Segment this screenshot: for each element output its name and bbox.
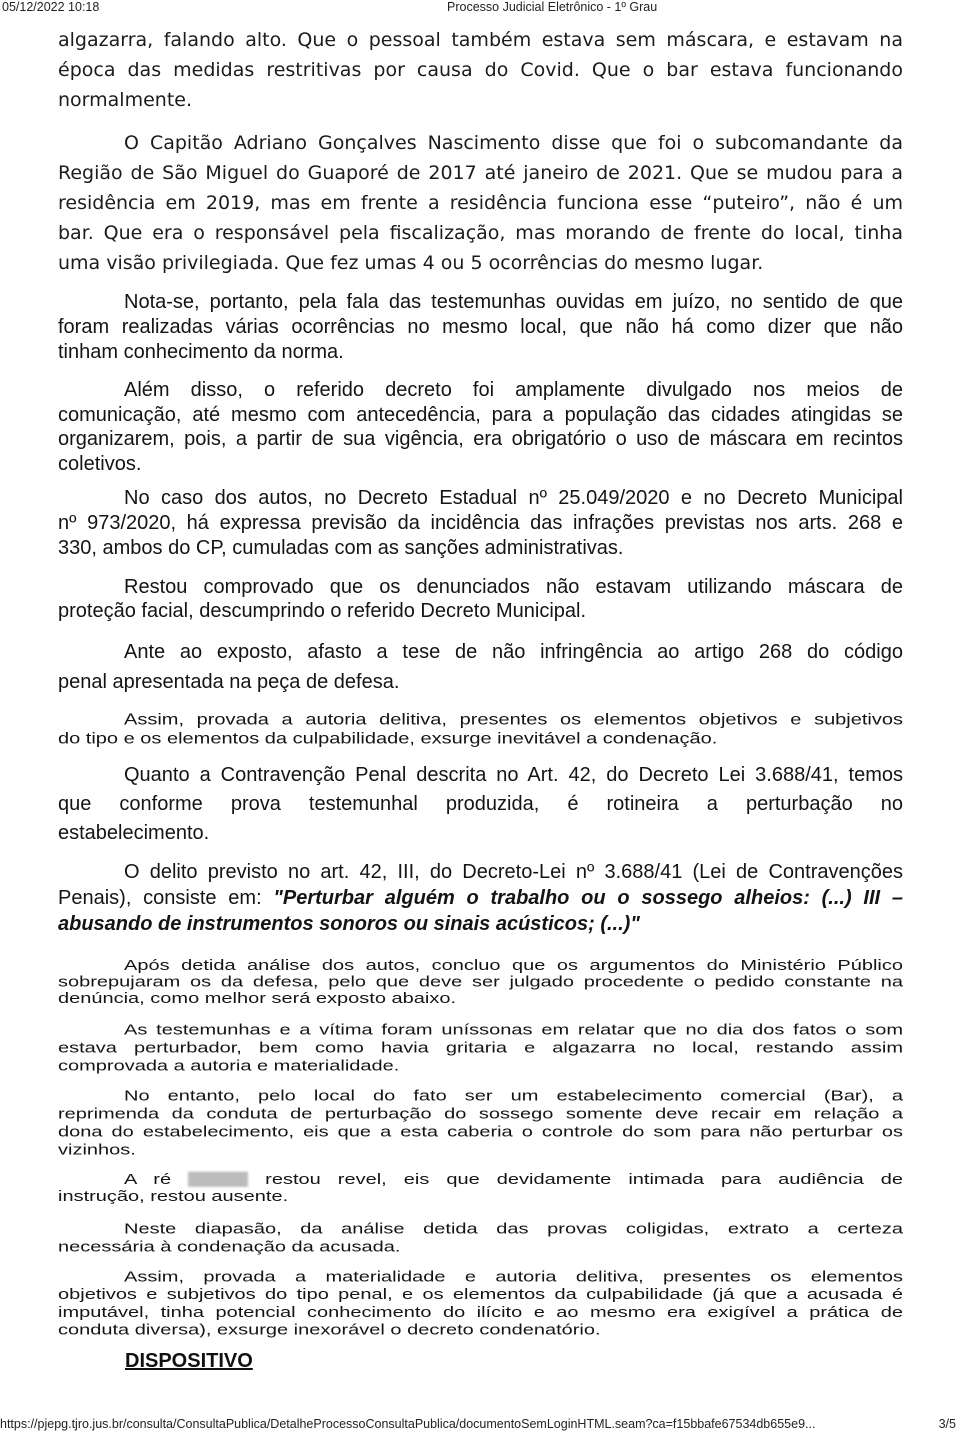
text-line: organizarem, pois, a partir de sua vigência, era obrigatório o uso de máscara em recintos xyxy=(58,428,903,450)
text-line: proteção facial, descumprindo o referido Decreto Municipal. xyxy=(58,600,587,622)
text-line: reprimenda da conduta de perturbação do sossego somente deve recair em relação a xyxy=(58,1105,903,1123)
text-line: No entanto, pelo local do fato ser um estabelecimento comercial (Bar), a xyxy=(124,1087,903,1105)
text-line: dona do estabelecimento, eis que a esta caberia o controle do som para não perturbar os xyxy=(58,1123,903,1141)
print-datetime: 05/12/2022 10:18 xyxy=(2,0,100,14)
text-line: Região de São Miguel do Guaporé de 2017 até janeiro de 2021. Que se mudou para a xyxy=(58,162,903,184)
text-line: comprovada a autoria e materialidade. xyxy=(58,1057,400,1075)
text-line: foram realizadas várias ocorrências no mesmo local, que não há como dizer que não xyxy=(58,316,903,338)
witness-paragraph xyxy=(58,1021,903,1075)
section-heading-dispositivo: DISPOSITIVO xyxy=(125,1350,253,1372)
quoted-law-text: abusando de instrumentos sonoros ou sinais acústicos; (...)" xyxy=(58,913,640,935)
certainty-paragraph xyxy=(58,1220,903,1256)
text-line: normalmente. xyxy=(58,89,192,111)
print-header-title: Processo Judicial Eletrônico - 1º Grau xyxy=(447,0,658,14)
text-line: instrução, restou ausente. xyxy=(58,1189,289,1205)
text-line: Neste diapasão, da análise detida das provas coligidas, extrato a certeza xyxy=(124,1220,903,1238)
text-line: tinham conhecimento da norma. xyxy=(58,341,344,363)
text-line: época das medidas restritivas por causa do Covid. Que o bar estava funcionando xyxy=(58,59,903,81)
text-line: Assim, provada a autoria delitiva, presentes os elementos objetivos e subjetivos xyxy=(124,710,903,729)
text-line: algazarra, falando alto. Que o pessoal também estava sem máscara, e estavam na xyxy=(58,29,903,51)
text-line: objetivos e subjetivos do tipo penal, e os elementos da culpabilidade (já que a acusada é xyxy=(58,1286,903,1303)
text-line: 330, ambos do CP, cumuladas com as sanções administrativas. xyxy=(58,537,624,559)
text-line xyxy=(58,1171,903,1188)
text-line: residência em 2019, mas em frente a residência funciona esse “puteiro”, não é um xyxy=(58,192,903,214)
text-line: denúncia, como melhor será exposto abaixo. xyxy=(58,990,457,1007)
text-line: As testemunhas e a vítima foram uníssonas em relatar que no dia dos fatos o som xyxy=(124,1021,903,1039)
text-line: estabelecimento. xyxy=(58,822,210,844)
analysis-paragraph xyxy=(58,957,903,1007)
text-line: do tipo e os elementos da culpabilidade, exsurge inevitável a condenação. xyxy=(58,730,718,748)
redacted-name xyxy=(188,1172,248,1187)
text-line: necessária à condenação da acusada. xyxy=(58,1238,401,1256)
page-number: 3/5 xyxy=(938,1417,956,1431)
legal-provision-paragraph xyxy=(58,859,903,937)
text-line: Assim, provada a materialidade e autoria delitiva, presentes os elementos xyxy=(124,1268,903,1286)
owner-liability-paragraph xyxy=(58,1087,903,1159)
text-line: que conforme prova testemunhal produzida, é rotineira a perturbação no xyxy=(58,793,903,815)
default-text: restou revel, eis que devidamente intimada para audiência de xyxy=(265,1171,903,1188)
text-line: estava perturbador, bem como havia gritaria e algazarra no local, restando assim xyxy=(58,1039,903,1057)
text-line xyxy=(58,885,903,911)
quoted-law-text: "Perturbar alguém o trabalho ou o sossego alheios: (...) III – xyxy=(273,887,903,909)
text-line: comunicação, até mesmo com antecedência, para a população das cidades atingidas se xyxy=(58,403,903,426)
provision-intro-text: Penais), consiste em: xyxy=(58,887,262,909)
text-line: bar. Que era o responsável pela fiscalização, mas morando de frente do local, tinha xyxy=(58,222,903,244)
decree-provisions-paragraph xyxy=(58,486,903,561)
text-line xyxy=(58,911,903,937)
text-line: Após detida análise dos autos, concluo que os argumentos do Ministério Público xyxy=(124,957,903,974)
print-footer-url: https://pjepg.tjro.jus.br/consulta/ConsultaPublica/DetalheProcessoConsultaPublica/documentoSemLoginHTML.seam?ca=f15bbafe67534db655e9... xyxy=(0,1417,816,1431)
text-line: imputável, tinha potencial conhecimento do ilícito e ao mesmo era exigível a prática de xyxy=(58,1304,903,1321)
text-line: vizinhos. xyxy=(58,1141,136,1159)
text-line: Além disso, o referido decreto foi amplamente divulgado nos meios de xyxy=(124,379,903,401)
text-line: nº 973/2020, há expressa previsão da incidência das infrações previstas nos arts. 268 e xyxy=(58,512,903,534)
defendant-label: A ré xyxy=(124,1171,172,1188)
misdemeanor-paragraph xyxy=(58,761,903,848)
text-line: uma visão privilegiada. Que fez umas 4 ou 5 ocorrências do mesmo lugar. xyxy=(58,252,764,274)
decree-publicity-paragraph xyxy=(58,378,903,476)
text-line: O Capitão Adriano Gonçalves Nascimento disse que foi o subcomandante da xyxy=(124,132,903,154)
text-line: penal apresentada na peça de defesa. xyxy=(58,671,400,693)
thesis-rejection-paragraph xyxy=(58,637,903,697)
text-line: sobrepujaram os da defesa, pelo que deve ser julgado procedente o pedido constante na xyxy=(58,973,903,990)
text-line: Nota-se, portanto, pela fala das testemunhas ouvidas em juízo, no sentido de que xyxy=(124,291,903,313)
text-line: conduta diversa), exsurge inexorável o decreto condenatório. xyxy=(58,1322,601,1339)
captain-testimony-paragraph xyxy=(58,128,903,278)
text-line: Restou comprovado que os denunciados não estavam utilizando máscara de xyxy=(124,576,903,598)
conviction-paragraph xyxy=(58,710,903,748)
defendant-default-paragraph xyxy=(58,1171,903,1206)
knowledge-of-norm-paragraph xyxy=(58,290,903,365)
text-line: O delito previsto no art. 42, III, do Decreto-Lei nº 3.688/41 (Lei de Contravenções xyxy=(124,861,903,883)
text-line: No caso dos autos, no Decreto Estadual nº 25.049/2020 e no Decreto Municipal xyxy=(124,487,903,509)
testimony-continuation-paragraph xyxy=(58,25,903,115)
text-line: coletivos. xyxy=(58,452,142,475)
final-conviction-paragraph xyxy=(58,1268,903,1339)
text-line: Ante ao exposto, afasto a tese de não infringência ao artigo 268 do código xyxy=(124,641,903,663)
mask-noncompliance-paragraph xyxy=(58,575,903,623)
text-line: Quanto a Contravenção Penal descrita no Art. 42, do Decreto Lei 3.688/41, temos xyxy=(124,764,903,786)
